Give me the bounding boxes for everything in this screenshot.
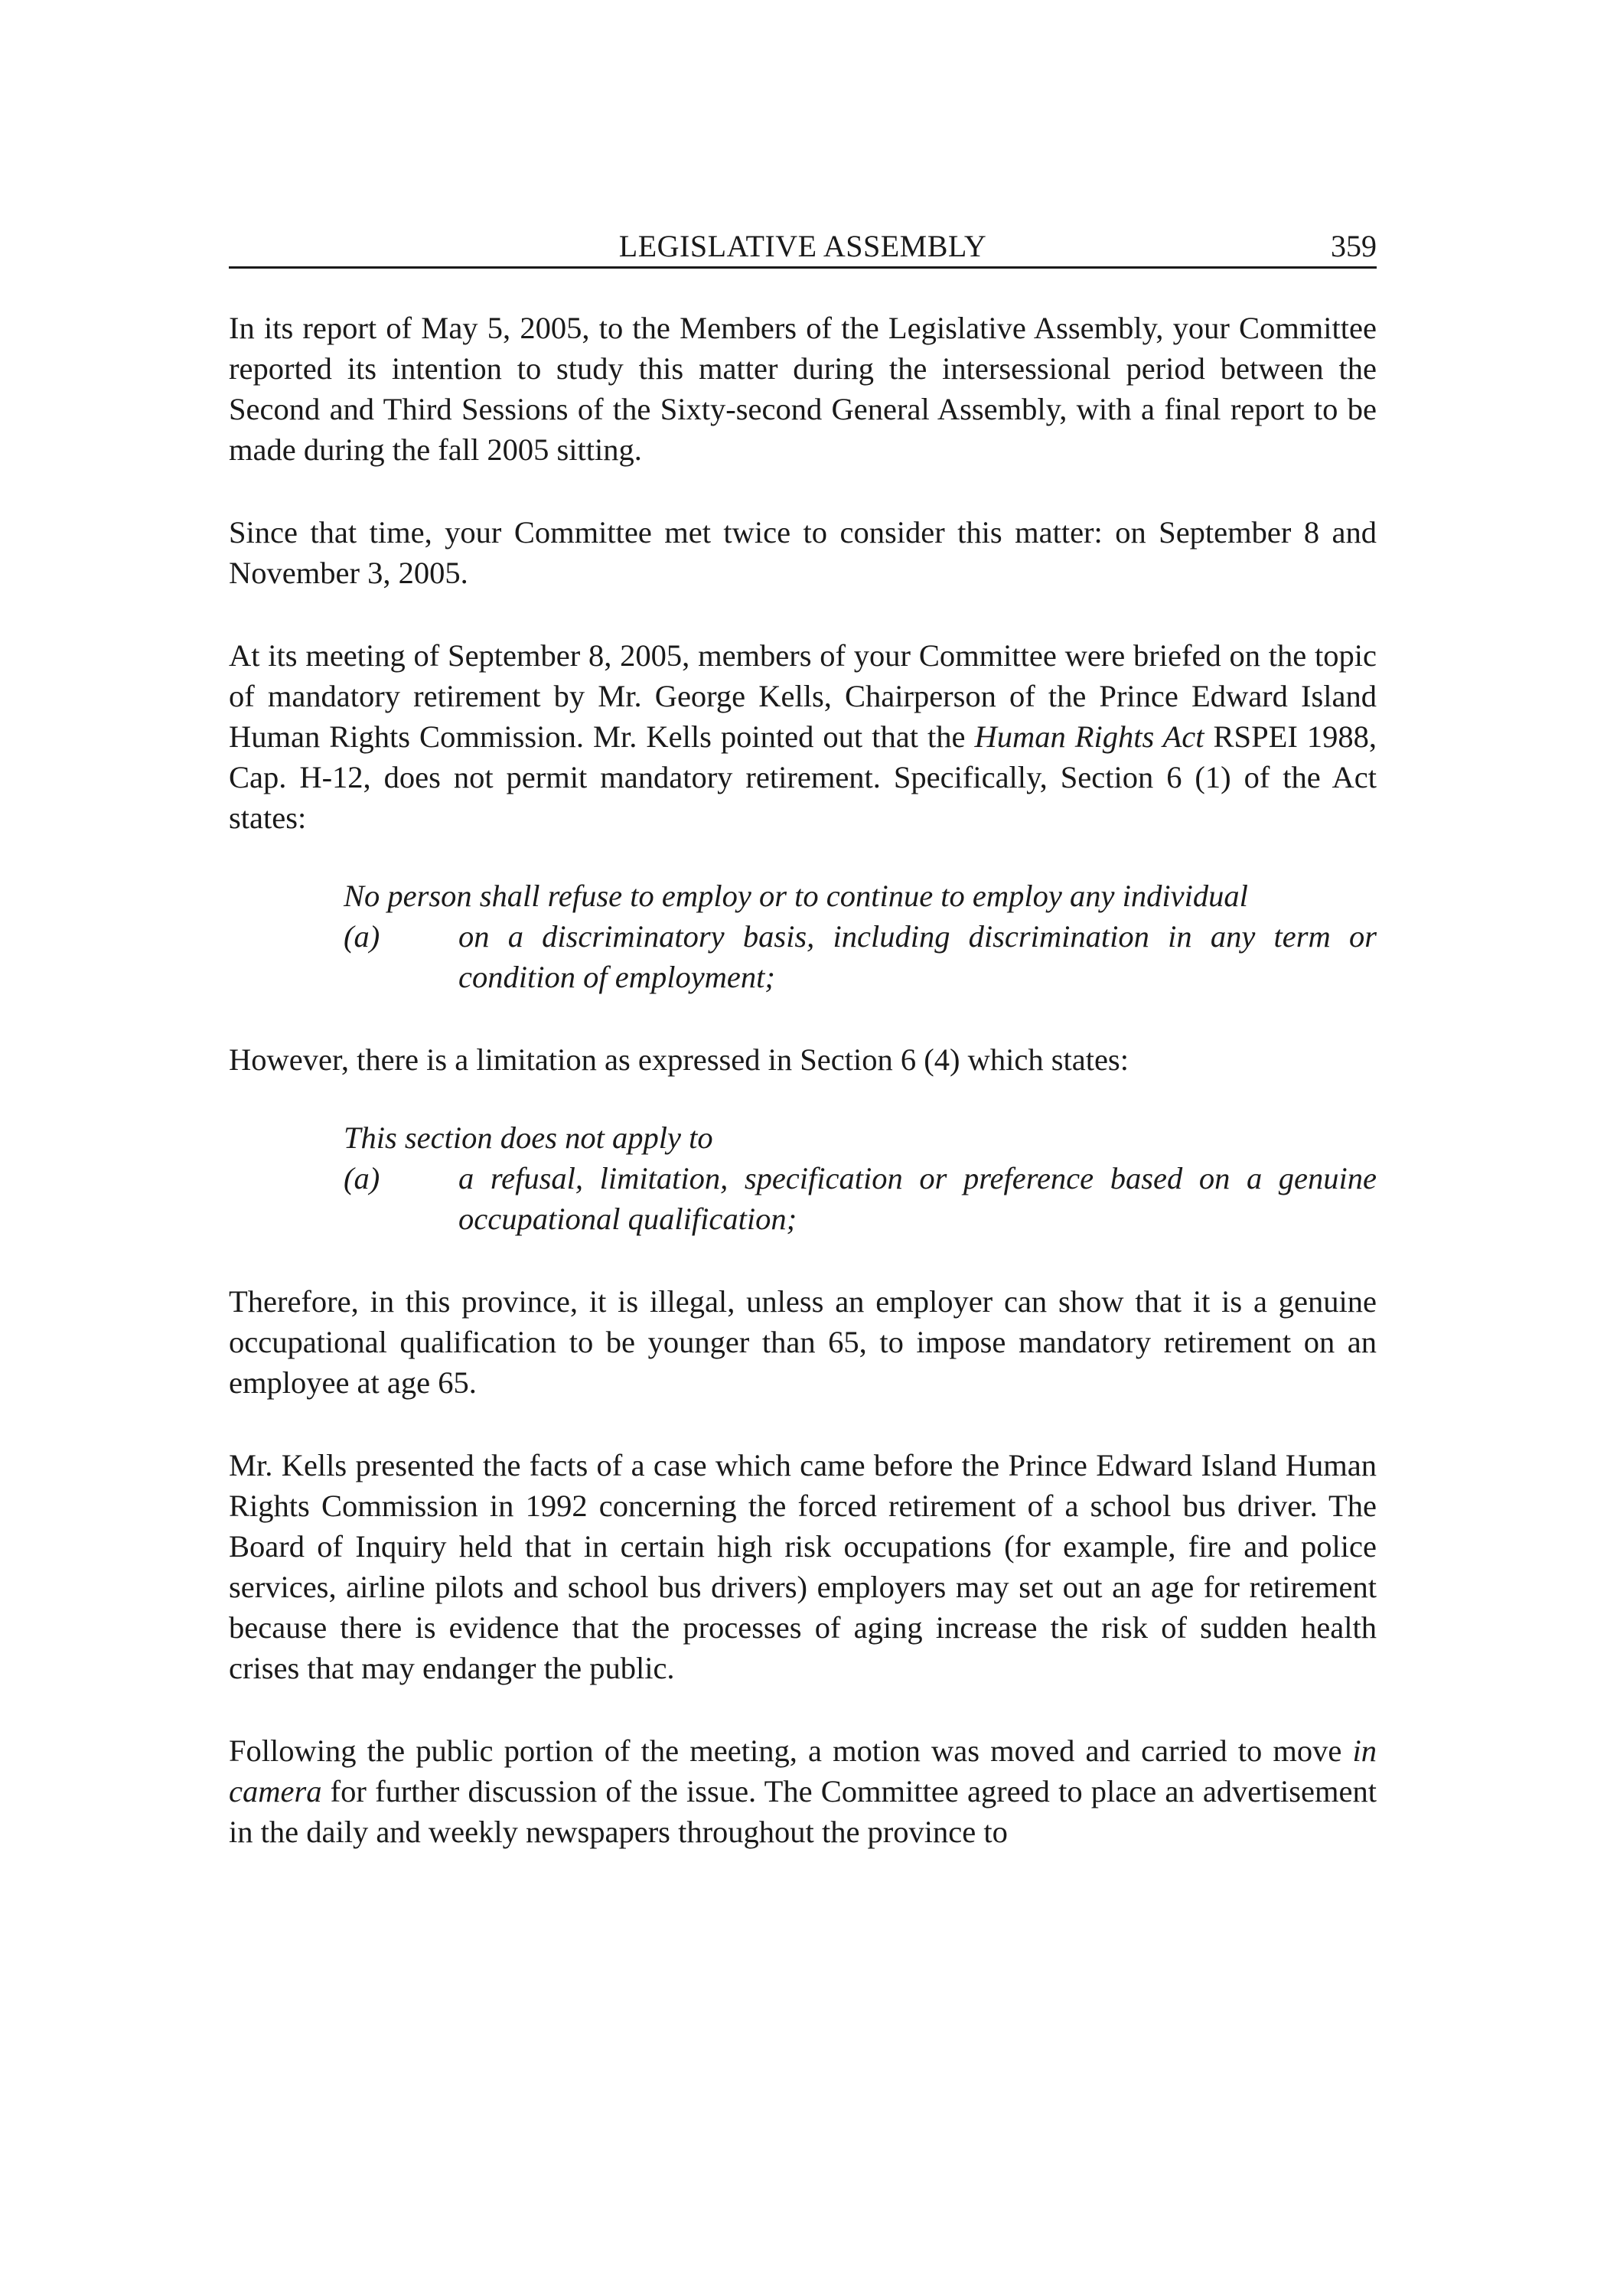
in-camera-text-end: for further discussion of the issue. The Committee agreed to place an advertisement in the daily and weekly newspapers throughout the province to (229, 1774, 1377, 1849)
paragraph-conclusion: Therefore, in this province, it is illegal, unless an employer can show that it is a genuine occupational qualification to be younger than 65, to impose mandatory retirement on an employee at age 65. (229, 1284, 1377, 1400)
body-text (229, 308, 1377, 1852)
clause-marker: (a) (344, 919, 380, 954)
in-camera-term: in camera (229, 1733, 1377, 1808)
briefing-text-end: RSPEI 1988, Cap. H-12, does not permit mandatory retirement. Specifically, Section 6 (1) of the Act states: (229, 719, 1377, 835)
document-page (229, 227, 1377, 1894)
paragraph-in-camera (229, 1730, 1377, 1852)
quote-section-6-1 (344, 876, 1377, 997)
quote-section-6-4 (344, 1117, 1377, 1239)
paragraph-meetings: Since that time, your Committee met twice to consider this matter: on September 8 and November 3, 2005. (229, 515, 1377, 590)
quote-lead: No person shall refuse to employ or to continue to employ any individual (344, 879, 1248, 913)
act-name: Human Rights Act (974, 719, 1204, 754)
briefing-text-start: At its meeting of September 8, 2005, members of your Committee were briefed on the topic of mandatory retirement by Mr. George Kells, Chairperson of the Prince Edward Island Human Rights Commission. Mr. Kells pointed out that the (229, 638, 1377, 754)
running-header (229, 227, 1377, 269)
paragraph-report-intention: In its report of May 5, 2005, to the Members of the Legislative Assembly, your Committee reported its intention to study this matter during the intersessional period between the Second and Third Sessions of the Sixty-second General Assembly, with a final report to be made during the fall 2005 sitting. (229, 311, 1377, 467)
paragraph-limitation: However, there is a limitation as expressed in Section 6 (4) which states: (229, 1042, 1129, 1077)
quote-clause (344, 916, 1377, 997)
quote-clause (344, 1158, 1377, 1239)
clause-text: on a discriminatory basis, including discrimination in any term or condition of employment; (458, 919, 1377, 994)
clause-marker: (a) (344, 1161, 380, 1195)
clause-text: a refusal, limitation, specification or preference based on a genuine occupational qualification; (458, 1161, 1377, 1236)
quote-lead: This section does not apply to (344, 1120, 713, 1155)
paragraph-case-facts: Mr. Kells presented the facts of a case which came before the Prince Edward Island Human Rights Commission in 1992 concerning the forced retirement of a school bus driver. The Board of Inquiry held that in certain high risk occupations (for example, fire and police services, airline pilots and school bus drivers) employers may set out an age for retirement because there is evidence that the processes of aging increase the risk of sudden health crises that may endanger the public. (229, 1448, 1377, 1685)
paragraph-briefing (229, 635, 1377, 838)
header-title: LEGISLATIVE ASSEMBLY (618, 229, 987, 263)
in-camera-text-start: Following the public portion of the meeting, a motion was moved and carried to move (229, 1733, 1353, 1768)
page-number: 359 (1331, 229, 1377, 263)
